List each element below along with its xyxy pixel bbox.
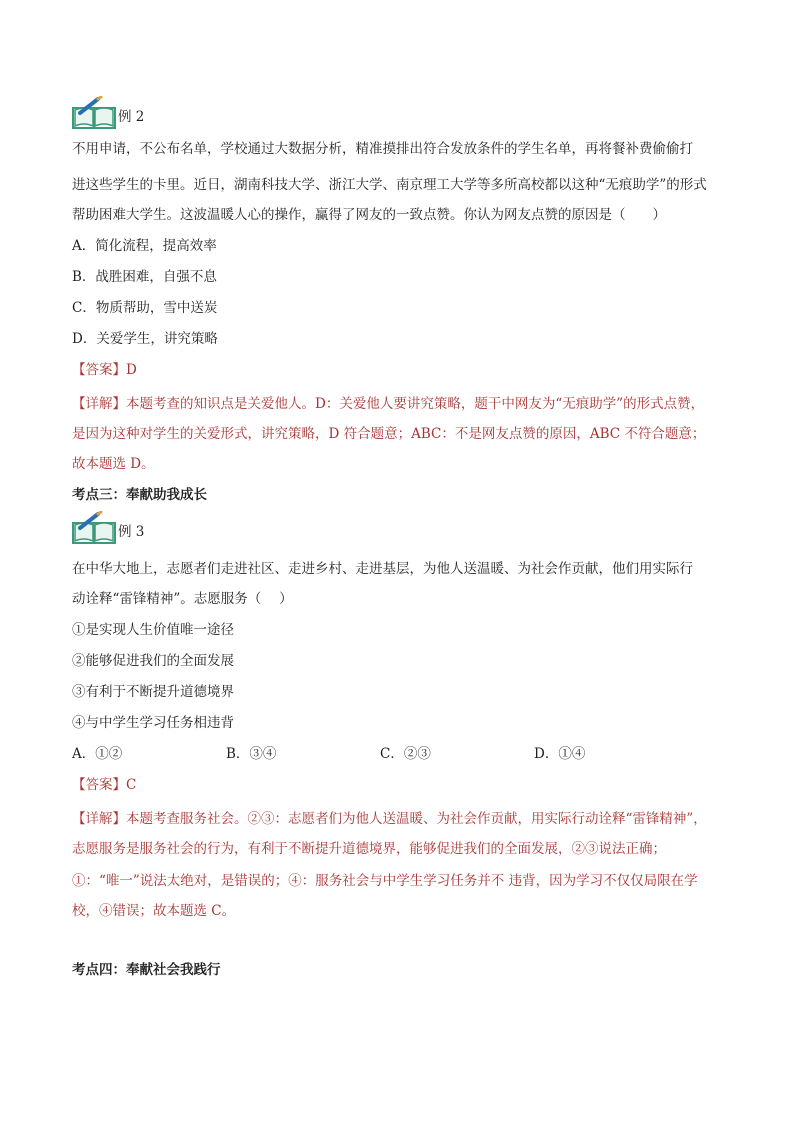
- question-2-detail-line-1: 【详解】本题考查的知识点是关爱他人。D：关爱他人要讲究策略，题干中网友为“无痕助学”的形式点赞，: [72, 396, 705, 412]
- question-2-detail-line-3: 故本题选 D。: [72, 456, 155, 472]
- question-3-statement-4: ④与中学生学习任务相违背: [72, 715, 234, 731]
- question-2-answer: 【答案】D: [72, 362, 137, 378]
- question-2-option-d: D．关爱学生，讲究策略: [72, 331, 218, 347]
- question-3-option-b: B．③④: [226, 746, 277, 762]
- question-3-detail-line-2: 志愿服务是服务社会的行为，有利于不断提升道德境界，能够促进我们的全面发展，②③说法正确；: [72, 841, 666, 857]
- question-3-statement-2: ②能够促进我们的全面发展: [72, 653, 234, 669]
- question-2-line-1: 不用申请，不公布名单，学校通过大数据分析，精准摸排出符合发放条件的学生名单，再将餐补费偷偷打: [72, 141, 693, 157]
- question-3-detail-line-3: ①：“唯一”说法太绝对，是错误的；④：服务社会与中学生学习任务并不 违背，因为学习不仅仅局限在学: [72, 873, 698, 889]
- question-3-detail-line-4: 校，④错误；故本题选 C。: [72, 903, 236, 919]
- example-2-label: 例 2: [118, 109, 145, 125]
- question-2-line-2: 进这些学生的卡里。近日，湖南科技大学、浙江大学、南京理工大学等多所高校都以这种“无痕助学”的形式: [72, 177, 707, 193]
- question-2-option-b: B．战胜困难，自强不息: [72, 269, 217, 285]
- example-3-label: 例 3: [118, 524, 145, 540]
- question-3-statement-3: ③有利于不断提升道德境界: [72, 684, 234, 700]
- section-3-title: 考点三：奉献助我成长: [72, 487, 207, 503]
- question-3-line-1: 在中华大地上，志愿者们走进社区、走进乡村、走进基层，为他人送温暖、为社会作贡献，他们用实际行: [72, 561, 693, 577]
- question-2-line-3: 帮助困难大学生。这波温暖人心的操作，赢得了网友的一致点赞。你认为网友点赞的原因是（ ）: [72, 207, 666, 223]
- open-book-pencil-icon: [72, 96, 116, 130]
- question-3-statement-1: ①是实现人生价值唯一途径: [72, 622, 234, 638]
- section-4-title: 考点四：奉献社会我践行: [72, 962, 221, 978]
- question-2-option-a: A．简化流程，提高效率: [72, 238, 217, 254]
- question-3-option-a: A．①②: [72, 746, 123, 762]
- question-2-option-c: C．物质帮助，雪中送炭: [72, 300, 218, 316]
- question-3-option-c: C．②③: [380, 746, 431, 762]
- question-3-detail-line-1: 【详解】本题考查服务社会。②③：志愿者们为他人送温暖、为社会作贡献，用实际行动诠释“雷锋精神”，: [72, 811, 707, 827]
- question-3-option-d: D．①④: [534, 746, 586, 762]
- open-book-pencil-icon: [72, 511, 116, 545]
- question-3-answer: 【答案】C: [72, 777, 137, 793]
- question-2-detail-line-2: 是因为这种对学生的关爱形式，讲究策略，D 符合题意；ABC：不是网友点赞的原因，ABC 不符合题意；: [72, 426, 706, 442]
- question-3-line-2: 动诠释“雷锋精神”。志愿服务（ ）: [72, 591, 293, 607]
